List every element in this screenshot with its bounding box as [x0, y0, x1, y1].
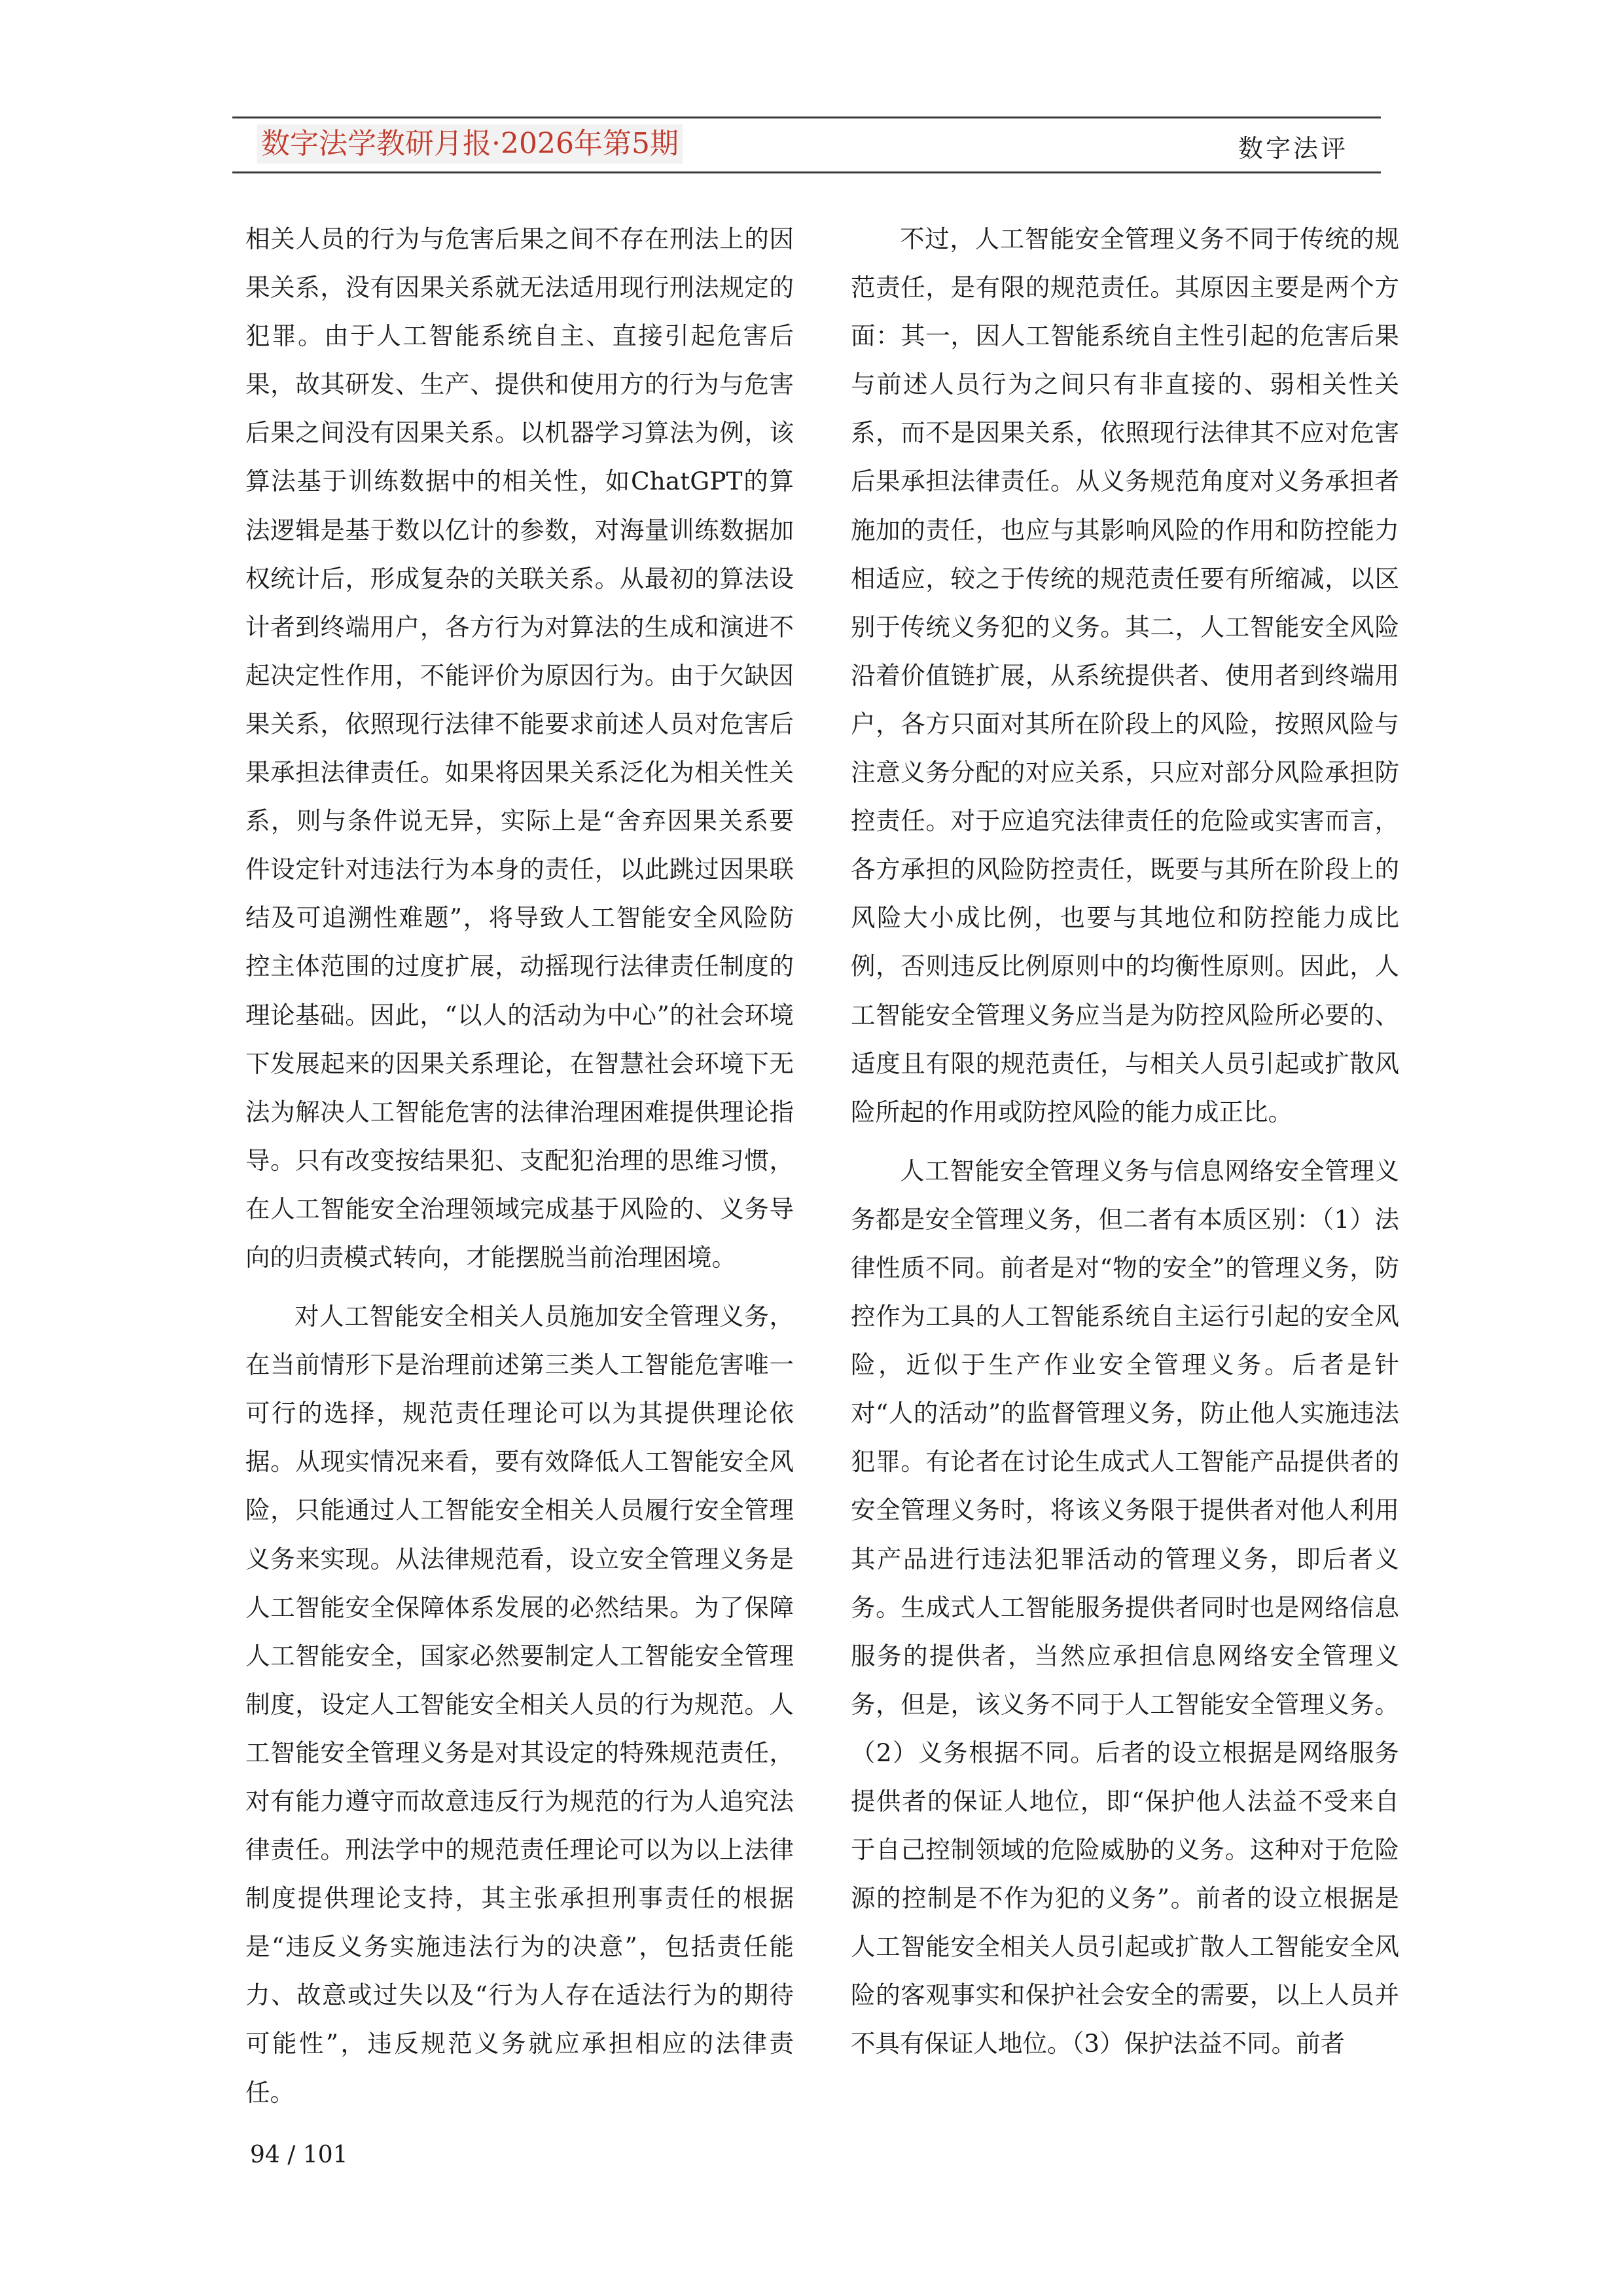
journal-title: 数字法学教研月报·2026年第5期 [257, 124, 683, 164]
right-column [851, 215, 1399, 2068]
header-bottom-rule [232, 171, 1381, 173]
section-title: 数字法评 [1238, 134, 1348, 163]
paragraph: 不过，人工智能安全管理义务不同于传统的规范责任，是有限的规范责任。其原因主要是两个方面：其一，因人工智能系统自主性引起的危害后果与前述人员行为之间只有非直接的、弱相关性关系，而不是因果关系，依照现行法律其不应对危害后果承担法律责任。从义务规范角度对义务承担者施加的责任，也应与其影响风险的作用和防控能力相适应，较之于传统的规范责任要有所缩减，以区别于传统义务犯的义务。其二，人工智能安全风险沿着价值链扩展，从系统提供者、使用者到终端用户，各方只面对其所在阶段上的风险，按照风险与注意义务分配的对应关系，只应对部分风险承担防控责任。对于应追究法律责任的危险或实害而言，各方承担的风险防控责任，既要与其所在阶段上的风险大小成比例，也要与其地位和防控能力成比例，否则违反比例原则中的均衡性原则。因此，人工智能安全管理义务应当是为防控风险所必要的、适度且有限的规范责任，与相关人员引起或扩散风险所起的作用或防控风险的能力成正比。 [851, 224, 1399, 1126]
paragraph: 人工智能安全管理义务与信息网络安全管理义务都是安全管理义务，但二者有本质区别：（1）法律性质不同。前者是对“物的安全”的管理义务，防控作为工具的人工智能系统自主运行引起的安全风险，近似于生产作业安全管理义务。后者是针对“人的活动”的监督管理义务，防止他人实施违法犯罪。有论者在讨论生成式人工智能产品提供者的安全管理义务时，将该义务限于提供者对他人利用其产品进行违法犯罪活动的管理义务，即后者义务。生成式人工智能服务提供者同时也是网络信息服务的提供者，当然应承担信息网络安全管理义务，但是，该义务不同于人工智能安全管理义务。（2）义务根据不同。后者的设立根据是网络服务提供者的保证人地位，即“保护他人法益不受来自于自己控制领域的危险威胁的义务。这种对于危险源的控制是不作为犯的义务”。前者的设立根据是人工智能安全相关人员引起或扩散人工智能安全风险的客观事实和保护社会安全的需要，以上人员并不具有保证人地位。（3）保护法益不同。前者 [851, 1156, 1399, 2058]
page-number: 94 / 101 [250, 2142, 348, 2168]
header-top-rule [232, 117, 1381, 118]
paragraph: 相关人员的行为与危害后果之间不存在刑法上的因果关系，没有因果关系就无法适用现行刑法规定的犯罪。由于人工智能系统自主、直接引起危害后果，故其研发、生产、提供和使用方的行为与危害后果之间没有因果关系。以机器学习算法为例，该算法基于训练数据中的相关性，如ChatGPT的算法逻辑是基于数以亿计的参数，对海量训练数据加权统计后，形成复杂的关联关系。从最初的算法设计者到终端用户，各方行为对算法的生成和演进不起决定性作用，不能评价为原因行为。由于欠缺因果关系，依照现行法律不能要求前述人员对危害后果承担法律责任。如果将因果关系泛化为相关性关系，则与条件说无异，实际上是“舍弃因果关系要件设定针对违法行为本身的责任，以此跳过因果联结及可追溯性难题”，将导致人工智能安全风险防控主体范围的过度扩展，动摇现行法律责任制度的理论基础。因此，“以人的活动为中心”的社会环境下发展起来的因果关系理论，在智慧社会环境下无法为解决人工智能危害的法律治理困难提供理论指导。只有改变按结果犯、支配犯治理的思维习惯，在人工智能安全治理领域完成基于风险的、义务导向的归责模式转向，才能摆脱当前治理困境。 [245, 224, 794, 1272]
paragraph: 对人工智能安全相关人员施加安全管理义务，在当前情形下是治理前述第三类人工智能危害唯一可行的选择，规范责任理论可以为其提供理论依据。从现实情况来看，要有效降低人工智能安全风险，只能通过人工智能安全相关人员履行安全管理义务来实现。从法律规范看，设立安全管理义务是人工智能安全保障体系发展的必然结果。为了保障人工智能安全，国家必然要制定人工智能安全管理制度，设定人工智能安全相关人员的行为规范。人工智能安全管理义务是对其设定的特殊规范责任，对有能力遵守而故意违反行为规范的行为人追究法律责任。刑法学中的规范责任理论可以为以上法律制度提供理论支持，其主张承担刑事责任的根据是“违反义务实施违法行为的决意”，包括责任能力、故意或过失以及“行为人存在适法行为的期待可能性”，违反规范义务就应承担相应的法律责任。 [245, 1302, 794, 2107]
left-column [245, 215, 794, 2117]
